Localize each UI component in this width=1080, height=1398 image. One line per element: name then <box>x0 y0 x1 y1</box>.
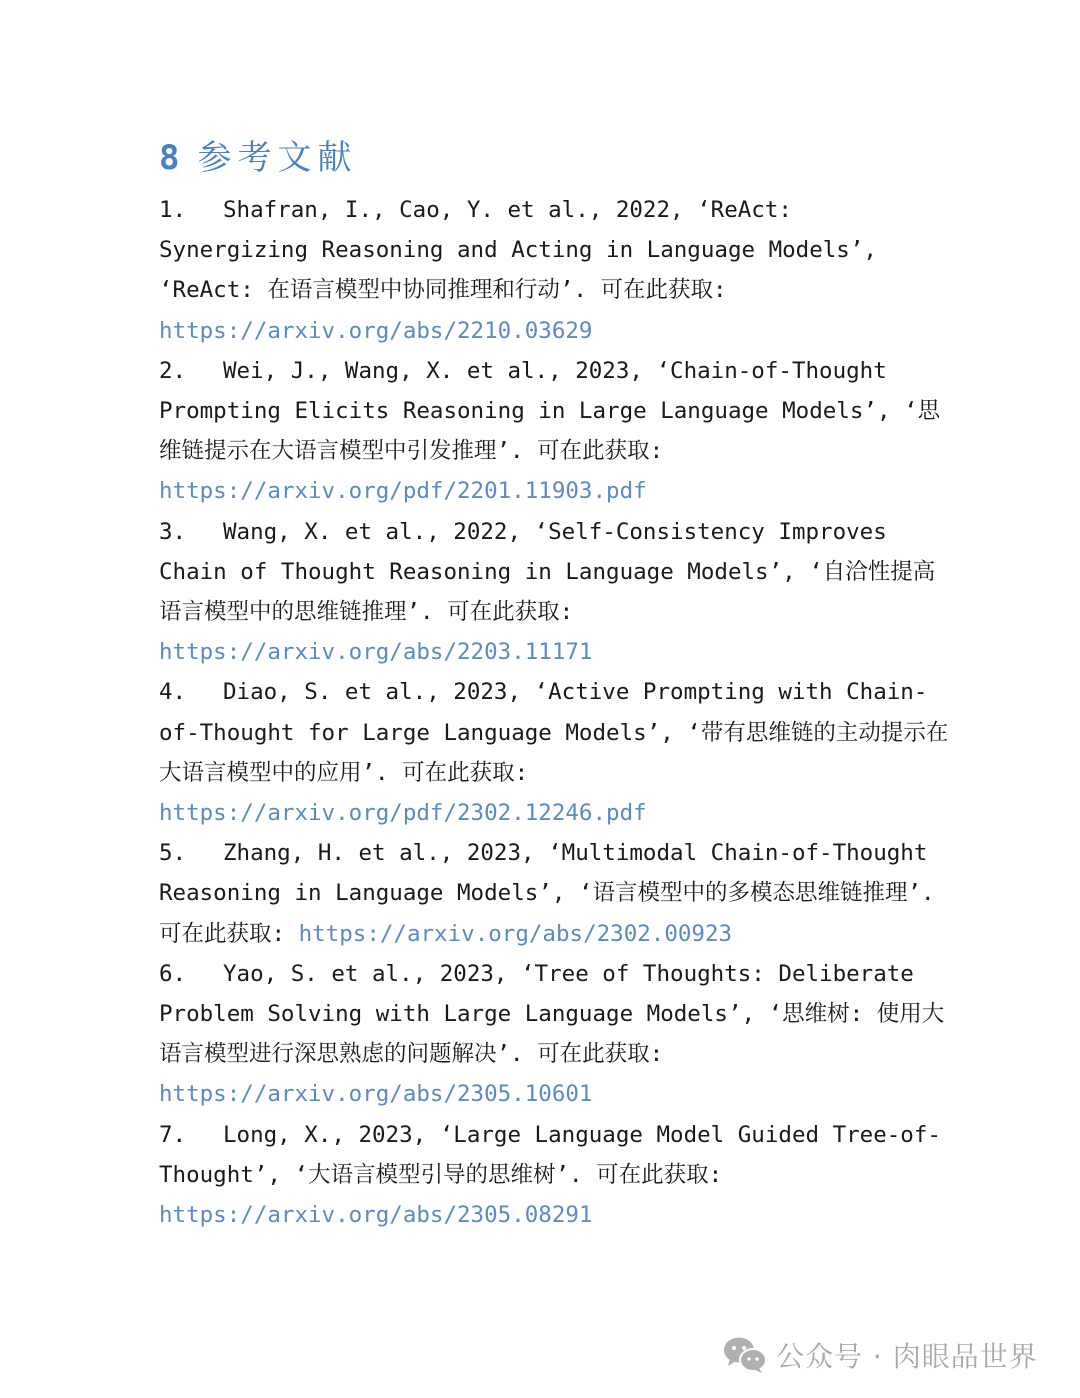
reference-index: 5. <box>159 840 187 867</box>
reference-item <box>159 954 949 1115</box>
reference-item <box>159 672 949 833</box>
references-page <box>159 132 949 1235</box>
watermark-text: 公众号 · 肉眼品世界 <box>776 1340 1038 1373</box>
reference-text: Zhang, H. et al., 2023, ‘Multimodal Chain-of-Thought Reasoning in Language Models’, ‘语言模型中的多模态思维链推理’. 可在此获取: <box>159 840 935 947</box>
reference-link[interactable]: https://arxiv.org/abs/2203.11171 <box>159 639 593 666</box>
reference-index: 2. <box>159 357 187 384</box>
reference-text: Shafran, I., Cao, Y. et al., 2022, ‘ReAct: Synergizing Reasoning and Acting in Language Models’, ‘ReAct: 在语言模型中协同推理和行动’. 可在此获取: <box>159 197 877 304</box>
section-heading <box>159 132 949 188</box>
reference-text: Long, X., 2023, ‘Large Language Model Guided Tree-of-Thought’, ‘大语言模型引导的思维树’. 可在此获取: <box>159 1121 941 1188</box>
reference-item <box>159 351 949 512</box>
reference-item <box>159 512 949 673</box>
reference-link[interactable]: https://arxiv.org/abs/2302.00923 <box>298 920 733 947</box>
reference-text: Wang, X. et al., 2022, ‘Self-Consistency Improves Chain of Thought Reasoning in Language Models’, ‘自洽性提高语言模型中的思维链推理’. 可在此获取: <box>159 518 936 626</box>
reference-index: 1. <box>159 197 187 223</box>
reference-text: Diao, S. et al., 2023, ‘Active Prompting with Chain-of-Thought for Large Language Models’, ‘带有思维链的主动提示在大语言模型中的应用’. 可在此获取: <box>159 679 949 786</box>
reference-link[interactable]: https://arxiv.org/abs/2210.03629 <box>159 317 593 344</box>
section-title: 参考文献 <box>197 138 358 178</box>
reference-text: Yao, S. et al., 2023, ‘Tree of Thoughts: Deliberate Problem Solving with Large Language Models’, ‘思维树: 使用大语言模型进行深思熟虑的问题解决’. 可在此获取: <box>159 960 945 1068</box>
wechat-icon <box>722 1335 768 1375</box>
reference-link[interactable]: https://arxiv.org/abs/2305.08291 <box>159 1202 593 1229</box>
reference-link[interactable]: https://arxiv.org/pdf/2201.11903.pdf <box>159 478 647 505</box>
reference-link[interactable]: https://arxiv.org/abs/2305.10601 <box>159 1081 593 1108</box>
reference-link[interactable]: https://arxiv.org/pdf/2302.12246.pdf <box>159 800 647 827</box>
reference-item <box>159 833 949 954</box>
reference-index: 6. <box>159 960 187 987</box>
wechat-watermark <box>722 1334 1038 1376</box>
reference-list <box>159 190 949 1235</box>
reference-text: Wei, J., Wang, X. et al., 2023, ‘Chain-of-Thought Prompting Elicits Reasoning in Large Language Models’, ‘思维链提示在大语言模型中引发推理’. 可在此获取: <box>159 357 941 465</box>
reference-index: 7. <box>159 1121 187 1148</box>
reference-index: 4. <box>159 679 187 706</box>
reference-item <box>159 190 949 351</box>
reference-index: 3. <box>159 518 187 545</box>
reference-item <box>159 1115 949 1236</box>
section-number: 8 <box>159 138 184 178</box>
